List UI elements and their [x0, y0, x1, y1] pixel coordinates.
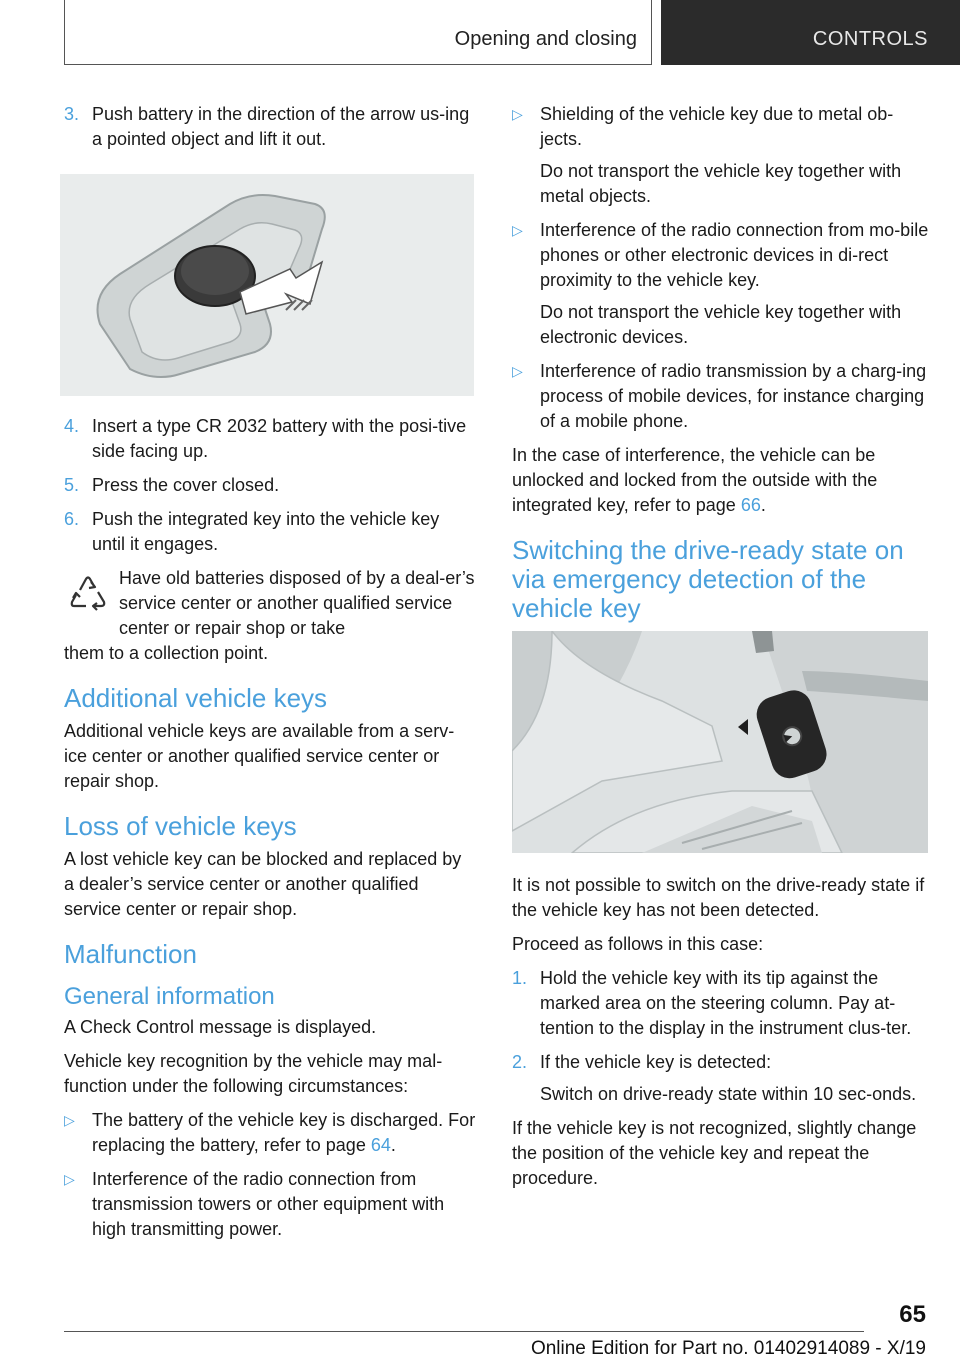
bullet-end: . [390, 1135, 396, 1155]
step-text: Insert a type CR 2032 battery with the posi‐tive side facing up. [92, 416, 467, 461]
step-number: 6. [64, 509, 80, 529]
battery-replacement-illustration [60, 174, 474, 396]
step-5 [64, 473, 476, 498]
step-text: If the vehicle key is detected: [540, 1052, 772, 1072]
triangle-right-icon: ▷ [64, 1112, 75, 1128]
step-number: 3. [64, 104, 80, 124]
heading-loss-of-keys: Loss of vehicle keys [64, 811, 297, 841]
step-number: 4. [64, 416, 80, 436]
step-subtext: Switch on drive-ready state within 10 sec‐onds. [540, 1084, 917, 1104]
note-text-cont: them to a collection point. [64, 643, 269, 663]
triangle-right-icon: ▷ [512, 106, 523, 122]
triangle-right-icon: ▷ [512, 363, 523, 379]
left-column [64, 102, 476, 1251]
bullet-item [512, 359, 930, 434]
triangle-right-icon: ▷ [64, 1171, 75, 1187]
step-6 [64, 507, 476, 557]
section-title: Opening and closing [454, 28, 637, 50]
bullet-subtext: Do not transport the vehicle key together with metal objects. [540, 161, 902, 206]
recycle-icon [66, 570, 110, 614]
paragraph-end: . [760, 495, 766, 515]
environment-note [64, 566, 476, 666]
paragraph: Additional vehicle keys are available from a serv‐ice center or another qualified service center or repair shop. [64, 721, 455, 791]
step-1 [512, 966, 930, 1041]
heading-malfunction: Malfunction [64, 939, 197, 969]
paragraph: Proceed as follows in this case: [512, 934, 764, 954]
paragraph: Vehicle key recognition by the vehicle may mal‐function under the following circumstances: [64, 1051, 443, 1096]
step-text: Push the integrated key into the vehicle key until it engages. [92, 509, 440, 554]
page-link[interactable]: 66 [740, 495, 761, 515]
footer-divider [64, 1331, 864, 1332]
step-2 [512, 1050, 930, 1075]
paragraph-text: In the case of interference, the vehicle can be unlocked and locked from the outside with the integrated key, refer to page [512, 445, 878, 515]
paragraph: A lost vehicle key can be blocked and replaced by a dealer’s service center or another qualified service center or repair shop. [64, 849, 462, 919]
step-3 [64, 102, 476, 152]
heading-emergency-detection: Switching the drive-ready state on via emergency detection of the vehicle key [512, 535, 904, 623]
note-text: Have old batteries disposed of by a deal‐er’s service center or another qualified service center or repair shop or take [119, 568, 475, 638]
step-text: Push battery in the direction of the arrow us‐ing a pointed object and lift it out. [92, 104, 470, 149]
heading-general-information: General information [64, 983, 275, 1010]
paragraph: A Check Control message is displayed. [64, 1017, 377, 1037]
steering-column-key-icon [512, 631, 928, 853]
steering-column-illustration [512, 631, 928, 853]
bullet-text: Interference of the radio connection from transmission towers or other equipment with high transmitting power. [92, 1169, 445, 1239]
edition-text: Online Edition for Part no. 01402914089 - X/19 [530, 1338, 926, 1359]
bullet-text: Interference of radio transmission by a charg‐ing process of mobile devices, for instance charging of a mobile phone. [540, 361, 927, 431]
paragraph: It is not possible to switch on the drive-ready state if the vehicle key has not been detected. [512, 875, 925, 920]
bullet-item [512, 102, 930, 152]
bullet-item [64, 1108, 476, 1158]
step-text: Hold the vehicle key with its tip against the marked area on the steering column. Pay at‐tention to the display in the instrument clus‐ter. [540, 968, 912, 1038]
step-text: Press the cover closed. [92, 475, 280, 495]
step-number: 5. [64, 475, 80, 495]
bullet-item [512, 218, 930, 293]
bullet-text: Interference of the radio connection from mo‐bile phones or other electronic devices in di‐rect proximity to the vehicle key. [540, 220, 929, 290]
step-number: 2. [512, 1052, 528, 1072]
bullet-text: The battery of the vehicle key is discharged. For replacing the battery, refer to page [92, 1110, 476, 1155]
chapter-tab [661, 0, 960, 65]
bullet-text: Shielding of the vehicle key due to metal ob‐jects. [540, 104, 894, 149]
bullet-item [64, 1167, 476, 1242]
bullet-subtext: Do not transport the vehicle key together with electronic devices. [540, 302, 902, 347]
key-battery-icon [60, 174, 474, 396]
step-4 [64, 414, 476, 464]
step-number: 1. [512, 968, 528, 988]
page-header [0, 0, 960, 66]
page-link[interactable]: 64 [370, 1135, 391, 1155]
heading-additional-keys: Additional vehicle keys [64, 683, 328, 713]
right-column [512, 102, 930, 1200]
paragraph: If the vehicle key is not recognized, slightly change the position of the vehicle key and repeat the procedure. [512, 1118, 917, 1188]
chapter-title: CONTROLS [812, 28, 928, 50]
triangle-right-icon: ▷ [512, 222, 523, 238]
page-number: 65 [899, 1301, 926, 1328]
paragraph [512, 443, 930, 518]
section-tab [64, 0, 652, 65]
